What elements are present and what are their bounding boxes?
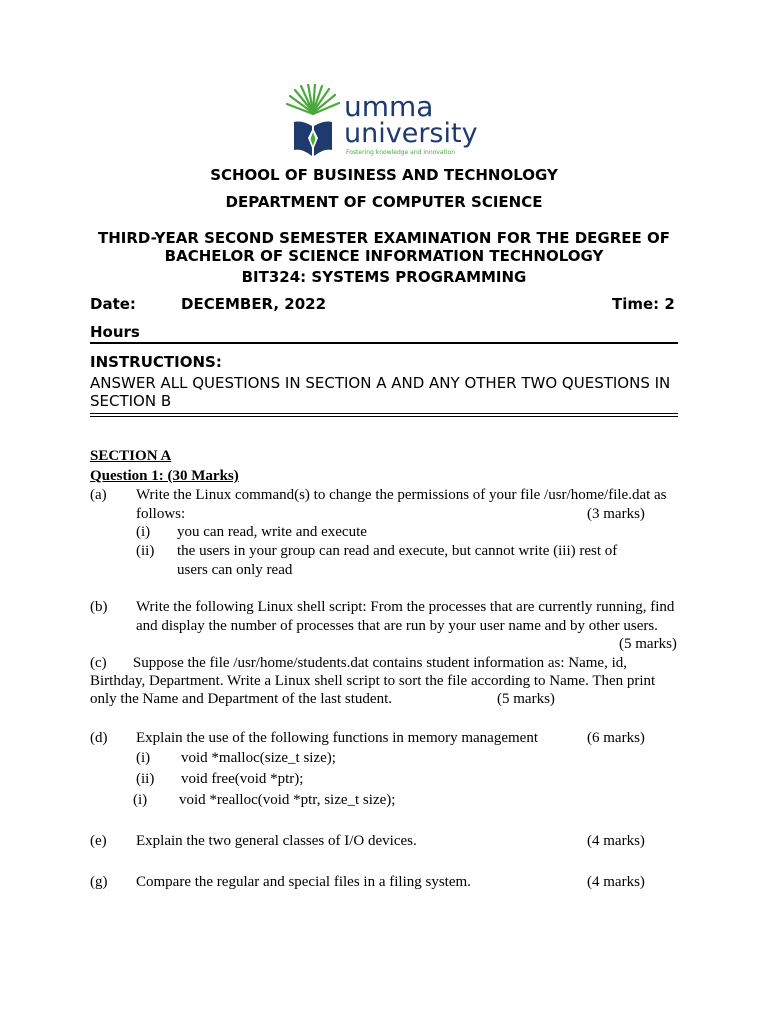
- question-a-sub2-label: (ii): [136, 543, 155, 559]
- question-a-sub2-cont: users can only read: [177, 562, 293, 578]
- question-c-marks: (5 marks): [497, 691, 555, 707]
- question-b-line2: and display the number of processes that are run by your user name and by other users.: [136, 618, 658, 634]
- divider-double-top: [90, 413, 678, 414]
- question-b-line1: Write the following Linux shell script: From the processes that are currently running, find: [136, 599, 675, 615]
- question-a-line1: Write the Linux command(s) to change the permissions of your file /usr/home/file.dat as: [136, 487, 667, 503]
- date-label: Date:: [90, 295, 136, 313]
- question-title: Question 1: (30 Marks): [90, 468, 239, 484]
- course-title: BIT324: SYSTEMS PROGRAMMING: [241, 268, 527, 286]
- question-a-sub1-text: you can read, write and execute: [177, 524, 367, 540]
- exam-title-line1: THIRD-YEAR SECOND SEMESTER EXAMINATION FOR THE DEGREE OF: [97, 229, 671, 247]
- question-d-sub2-label: (ii): [136, 771, 155, 787]
- question-a-label: (a): [90, 487, 107, 503]
- question-e-marks: (4 marks): [587, 833, 645, 849]
- question-c-line1: (c) Suppose the file /usr/home/students.dat contains student information as: Name, id,: [90, 655, 627, 671]
- question-g-marks: (4 marks): [587, 874, 645, 890]
- instructions-label: INSTRUCTIONS:: [90, 353, 222, 371]
- department-name: DEPARTMENT OF COMPUTER SCIENCE: [225, 193, 543, 211]
- question-b-label: (b): [90, 599, 108, 615]
- question-a-marks: (3 marks): [587, 506, 645, 522]
- instructions-line2: SECTION B: [90, 392, 172, 410]
- question-g-text: Compare the regular and special files in a filing system.: [136, 874, 471, 890]
- school-name: SCHOOL OF BUSINESS AND TECHNOLOGY: [210, 166, 558, 184]
- instructions-line1: ANSWER ALL QUESTIONS IN SECTION A AND ANY OTHER TWO QUESTIONS IN: [90, 374, 671, 392]
- question-e-text: Explain the two general classes of I/O devices.: [136, 833, 417, 849]
- question-d-label: (d): [90, 730, 108, 746]
- question-e-label: (e): [90, 833, 107, 849]
- question-a-sub2-text: the users in your group can read and execute, but cannot write (iii) rest of: [177, 543, 618, 559]
- section-title: SECTION A: [90, 448, 172, 464]
- divider-double-bottom: [90, 416, 678, 417]
- time-continuation: Hours: [90, 323, 140, 341]
- question-d-marks: (6 marks): [587, 730, 645, 746]
- logo-tagline: Fostering knowledge and innovation: [346, 149, 456, 156]
- logo-text-umma: umma: [344, 90, 434, 123]
- question-a-sub1-label: (i): [136, 524, 151, 540]
- question-c-line3: only the Name and Department of the last student.: [90, 691, 392, 707]
- logo-text-university: university: [344, 118, 478, 149]
- date-value: DECEMBER, 2022: [181, 295, 327, 313]
- question-a-line2: follows:: [136, 506, 186, 522]
- question-b-marks: (5 marks): [619, 636, 677, 652]
- question-d-sub1-label: (i): [136, 750, 151, 766]
- question-g-label: (g): [90, 874, 108, 890]
- question-d-sub3-label: (i): [133, 792, 148, 808]
- question-d-text: Explain the use of the following functions in memory management: [136, 730, 538, 746]
- question-d-sub1-text: void *malloc(size_t size);: [181, 750, 336, 766]
- question-d-sub3-text: void *realloc(void *ptr, size_t size);: [179, 792, 396, 808]
- university-logo: [282, 84, 478, 160]
- divider-top: [90, 342, 678, 344]
- question-d-sub2-text: void free(void *ptr);: [181, 771, 304, 787]
- time-label: Time: 2: [612, 295, 675, 313]
- exam-title-line2: BACHELOR OF SCIENCE INFORMATION TECHNOLOGY: [164, 247, 604, 265]
- question-c-line2: Birthday, Department. Write a Linux shell script to sort the file according to Name. Then print: [90, 673, 656, 689]
